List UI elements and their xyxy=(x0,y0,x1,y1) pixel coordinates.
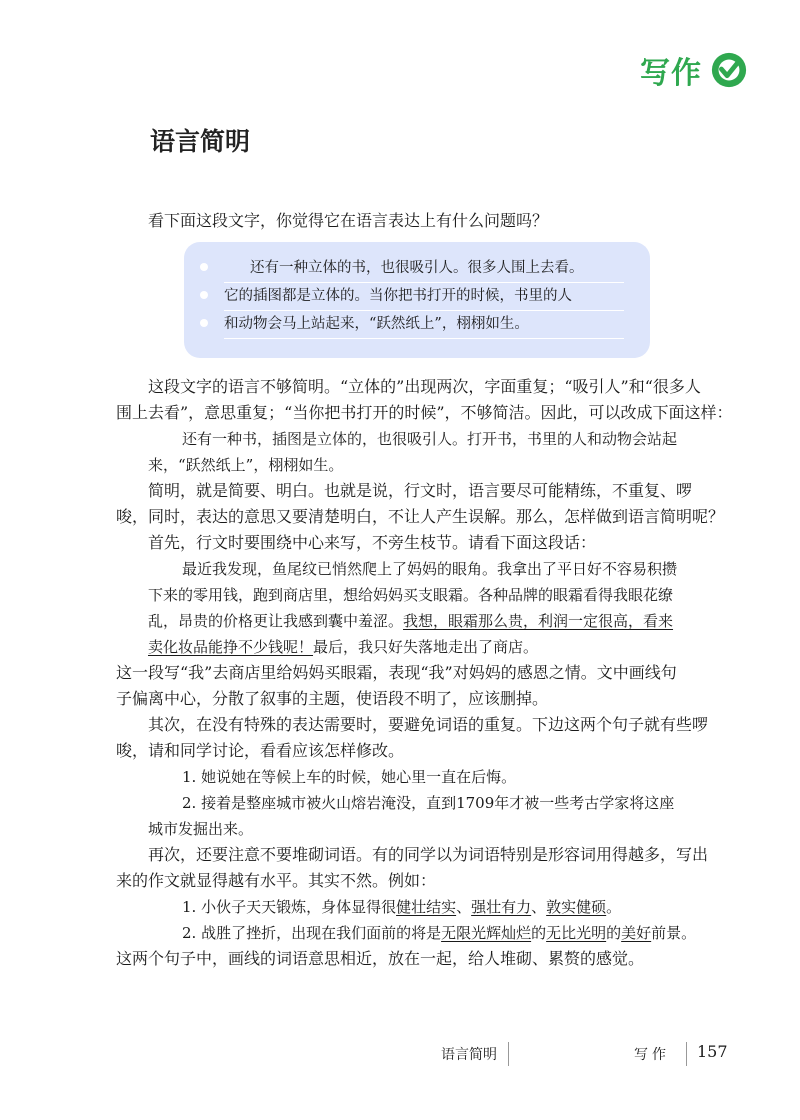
example-text: 的 xyxy=(531,924,547,942)
paragraph-line: 其次，在没有特殊的表达需要时，要避免词语的重复。下边这两个句子就有些啰 xyxy=(148,715,709,734)
example-sentence-4 xyxy=(116,920,724,946)
bullet-dot-icon xyxy=(200,291,208,299)
page-number: 157 xyxy=(697,1042,728,1061)
example-note-box xyxy=(184,242,650,358)
intro-question: 看下面这段文字，你觉得它在语言表达上有什么问题吗？ xyxy=(148,211,549,230)
footer-section-title: 语言简明 xyxy=(441,1047,497,1063)
example-line xyxy=(116,634,724,660)
paragraph-line: 首先，行文时要围绕中心来写，不旁生枝节。请看下面这段话： xyxy=(148,533,597,552)
example-text: 、 xyxy=(456,898,472,916)
footer-divider xyxy=(508,1042,509,1066)
example-text: 。 xyxy=(606,898,622,916)
paragraph-line: 再次，还要注意不要堆砌词语。有的同学以为词语特别是形容词用得越多，写出 xyxy=(148,845,709,864)
underlined-word: 美好 xyxy=(621,924,652,942)
note-line: 它的插图都是立体的。当你把书打开的时候，书里的人 xyxy=(224,282,624,311)
underlined-word: 敦实健硕 xyxy=(546,898,607,916)
paragraph-line: 唆，同时，表达的意思又要清楚明白，不让人产生误解。那么，怎样做到语言简明呢？ xyxy=(116,507,725,526)
example-sentence-1: 1. 她说她在等候上车的时候，她心里一直在后悔。 xyxy=(182,768,517,786)
underlined-word: 健壮结实 xyxy=(396,898,457,916)
example-line: 最近我发现，鱼尾纹已悄然爬上了妈妈的眼角。我拿出了平日好不容易积攒 xyxy=(182,560,678,578)
paragraph-line: 围上去看”，意思重复；“当你把书打开的时候”，不够简洁。因此，可以改成下面这样： xyxy=(116,403,733,422)
example-sentence-2: 2. 接着是整座城市被火山熔岩淹没，直到1709年才被一些考古学家将这座 xyxy=(182,794,675,812)
example-text: 乱，昂贵的价格更让我感到囊中羞涩。 xyxy=(148,612,404,630)
underlined-word: 无比光明 xyxy=(546,924,607,942)
example-line: 来，“跃然纸上”，栩栩如生。 xyxy=(148,456,344,474)
section-tag xyxy=(640,48,748,92)
note-line: 还有一种立体的书，也很吸引人。很多人围上去看。 xyxy=(224,254,624,283)
footer-chapter-title: 写作 xyxy=(634,1047,670,1063)
paragraph-line: 来的作文就显得越有水平。其实不然。例如： xyxy=(116,871,437,890)
check-icon xyxy=(710,51,748,89)
paragraph-line: 简明，就是简要、明白。也就是说，行文时，语言要尽可能精练，不重复、啰 xyxy=(148,481,693,500)
paragraph-line: 这一段写“我”去商店里给妈妈买眼霜，表现“我”对妈妈的感恩之情。文中画线句 xyxy=(116,663,677,682)
page-footer xyxy=(0,1042,800,1066)
paragraph-line: 这两个句子中，画线的词语意思相近，放在一起，给人堆砌、累赘的感觉。 xyxy=(116,949,645,968)
example-line: 城市发掘出来。 xyxy=(148,820,254,838)
example-sentence-3 xyxy=(116,894,724,920)
example-text: 前景。 xyxy=(651,924,697,942)
page-title: 语言简明 xyxy=(150,127,251,156)
example-text: 最后，我只好失落地走出了商店。 xyxy=(313,638,539,656)
footer-divider xyxy=(686,1042,687,1066)
bullet-dot-icon xyxy=(200,319,208,327)
example-text: 、 xyxy=(531,898,547,916)
example-text: 2. 战胜了挫折，出现在我们面前的将是 xyxy=(182,924,442,942)
example-line xyxy=(116,608,724,634)
paragraph-line: 子偏离中心，分散了叙事的主题，使语段不明了，应该删掉。 xyxy=(116,689,549,708)
underlined-sentence: 我想，眼霜那么贵，利润一定很高，看来 xyxy=(403,612,674,630)
example-line: 下来的零用钱，跑到商店里，想给妈妈买支眼霜。各种品牌的眼霜看得我眼花缭 xyxy=(148,586,674,604)
underlined-sentence: 卖化妆品能挣不少钱呢！ xyxy=(148,638,314,656)
example-line: 还有一种书，插图是立体的，也很吸引人。打开书，书里的人和动物会站起 xyxy=(182,430,678,448)
article-body xyxy=(116,374,733,972)
example-text: 的 xyxy=(606,924,622,942)
underlined-word: 无限光辉灿烂 xyxy=(441,924,532,942)
example-text: 1. 小伙子天天锻炼，身体显得很 xyxy=(182,898,397,916)
underlined-word: 强壮有力 xyxy=(471,898,532,916)
section-tag-label: 写作 xyxy=(640,56,702,91)
note-line: 和动物会马上站起来，“跃然纸上”，栩栩如生。 xyxy=(224,310,624,339)
paragraph-line: 这段文字的语言不够简明。“立体的”出现两次，字面重复；“吸引人”和“很多人 xyxy=(148,377,701,396)
paragraph-line: 唆，请和同学讨论，看看应该怎样修改。 xyxy=(116,741,405,760)
bullet-dot-icon xyxy=(200,263,208,271)
